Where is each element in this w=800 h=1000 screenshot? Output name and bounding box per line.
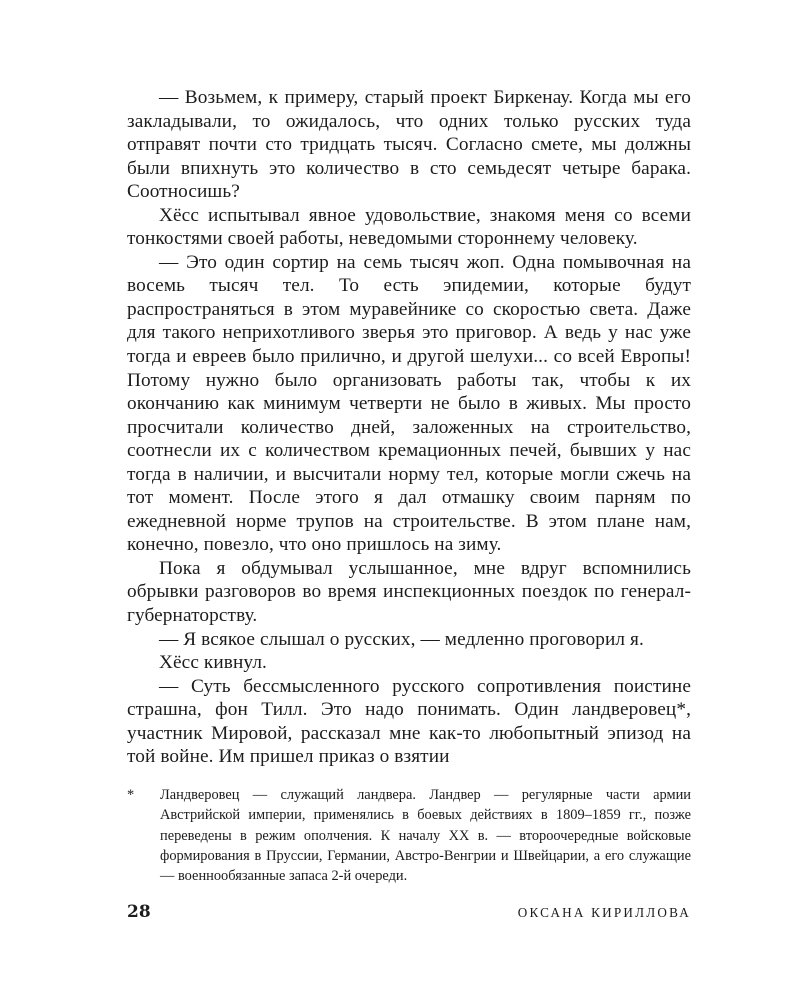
paragraph: — Возьмем, к примеру, старый проект Биркенау. Когда мы его закладывали, то ожидалось, что одних только русских туда отправят почти сто тридцать тысяч. Согласно смете, мы должны были впихнуть это количество в сто семьдесят четыре барака. Соотносишь?	[127, 87, 691, 203]
paragraph: — Суть бессмысленного русского сопротивления поистине страшна, фон Тилл. Это надо понимать. Один ландверовец*, участник Мировой, рассказал мне как-то любопытный эпизод на той войне. Им пришел приказ о взятии	[127, 675, 691, 768]
body-text	[127, 86, 691, 769]
paragraph: — Я всякое слышал о русских, — медленно проговорил я.	[159, 628, 644, 650]
paragraph: Хёсс испытывал явное удовольствие, знакомя меня со всеми тонкостями своей работы, неведомыми стороннему человеку.	[127, 204, 691, 250]
footnote-text: Ландверовец — служащий ландвера. Ландвер — регулярные части армии Австрийской империи, применялись в боевых действиях в 1809–1859 гг., позже переведены в режим ополчения. К началу XX в. — второочередные войсковые формирования в Пруссии, Германии, Австро-Венгрии и Швейцарии, а его служащие — военнообязанные запаса 2-й очереди.	[160, 787, 691, 885]
page-number: 28	[127, 902, 151, 922]
footnote	[127, 785, 691, 886]
paragraph: Хёсс кивнул.	[159, 652, 267, 674]
running-head-author: ОКСАНА КИРИЛЛОВА	[517, 905, 691, 920]
footnote-marker: *	[127, 787, 135, 803]
paragraph: — Это один сортир на семь тысяч жоп. Одна помывочная на восемь тысяч тел. То есть эпидемии, которые будут распространяться в этом муравейнике со скоростью света. Даже для такого неприхотливого зверья это приговор. А ведь у нас уже тогда и евреев было прилично, и другой шелухи... со всей Европы! Потому нужно было организовать работы так, чтобы к их окончанию как минимум четверти не было в живых. Мы просто просчитали количество дней, заложенных на строительство, соотнесли их с количеством кремационных печей, бывших у нас тогда в наличии, и высчитали норму тел, которые могли сжечь на тот момент. После этого я дал отмашку своим парням по ежедневной норме трупов на строительстве. В этом плане нам, конечно, повезло, что оно пришлось на зиму.	[127, 251, 691, 556]
paragraph: Пока я обдумывал услышанное, мне вдруг вспомнились обрывки разговоров во время инспекционных поездок по генерал-губернаторству.	[127, 557, 691, 627]
